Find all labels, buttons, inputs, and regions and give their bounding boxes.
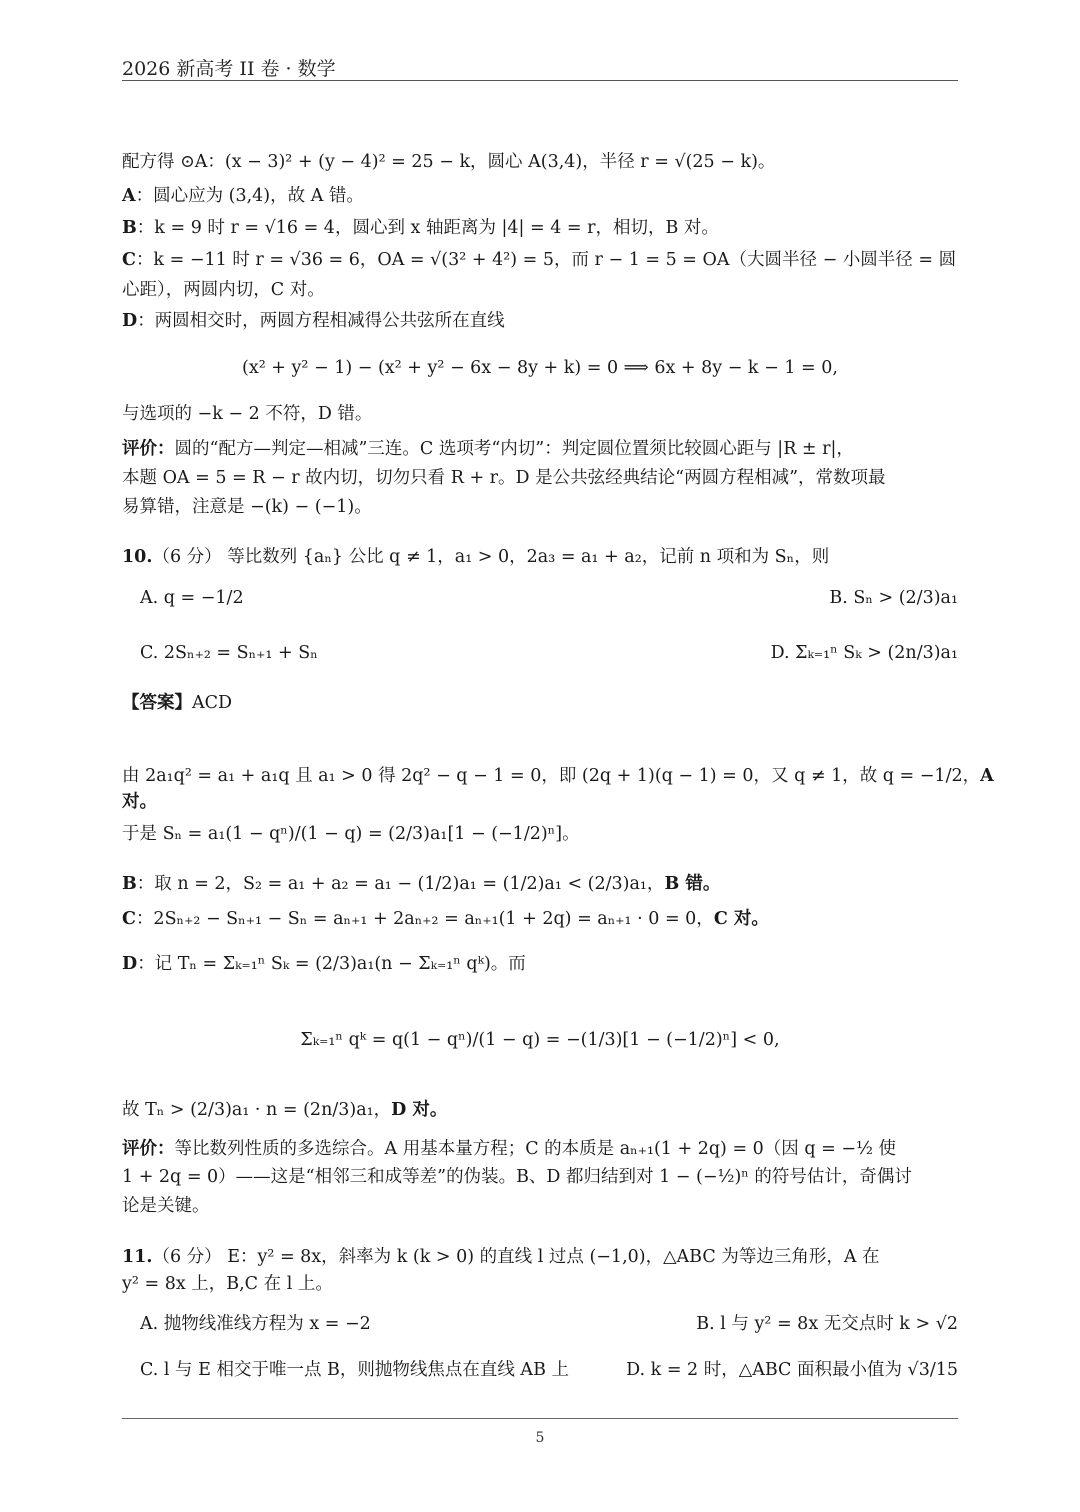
solution-line bbox=[122, 764, 994, 788]
option-a: A. 抛物线准线方程为 x = −2 bbox=[140, 1314, 371, 1334]
question-stem bbox=[122, 1245, 958, 1269]
verdict: B 错。 bbox=[664, 874, 721, 894]
solution-line bbox=[122, 907, 958, 931]
commentary-label: 评价： bbox=[122, 1139, 175, 1159]
commentary-line: 易算错，注意是 −(k) − (−1)。 bbox=[122, 497, 372, 517]
question-number: 10. bbox=[122, 547, 153, 567]
solution-line bbox=[122, 790, 958, 814]
option-a: A. q = −1/2 bbox=[140, 588, 244, 608]
option-b: B. Sₙ > (2/3)a₁ bbox=[829, 588, 958, 608]
option-c: C. l 与 E 相交于唯一点 B，则抛物线焦点在直线 AB 上 bbox=[140, 1360, 569, 1380]
solution-line bbox=[122, 184, 958, 208]
solution-line bbox=[122, 952, 958, 976]
commentary-label: 评价： bbox=[122, 439, 175, 459]
solution-text: ：k = −11 时 r = √36 = 6，OA = √(3² + 4²) = 5，而 r − 1 = 5 = OA（大圆半径 − 小圆半径 = 圆 bbox=[135, 250, 957, 270]
question-stem: y² = 8x 上，B,C 在 l 上。 bbox=[122, 1274, 333, 1294]
solution-text: 故 Tₙ > (2/3)a₁ · n = (2n/3)a₁， bbox=[122, 1100, 392, 1120]
option-label: D bbox=[122, 954, 138, 974]
solution-line bbox=[122, 309, 958, 333]
verdict: 对。 bbox=[122, 792, 157, 812]
option-label: B bbox=[122, 218, 137, 238]
solution-line bbox=[122, 216, 958, 240]
page-header: 2026 新高考 II 卷 · 数学 bbox=[122, 58, 336, 80]
display-equation: Σₖ₌₁ⁿ qᵏ = q(1 − qⁿ)/(1 − q) = −(1/3)[1 − (−1/2)ⁿ] < 0, bbox=[300, 1030, 780, 1050]
verdict: D 对。 bbox=[391, 1100, 448, 1120]
solution-text: 由 2a₁q² = a₁ + a₁q 且 a₁ > 0 得 2q² − q − 1 = 0，即 (2q + 1)(q − 1) = 0，又 q ≠ 1，故 q = −1/2， bbox=[122, 766, 981, 786]
option-label: C bbox=[122, 250, 136, 270]
header-divider bbox=[122, 80, 958, 81]
footer-divider bbox=[122, 1418, 958, 1419]
display-equation: (x² + y² − 1) − (x² + y² − 6x − 8y + k) = 0 ⟹ 6x + 8y − k − 1 = 0, bbox=[242, 358, 838, 378]
solution-text: ：记 Tₙ = Σₖ₌₁ⁿ Sₖ = (2/3)a₁(n − Σₖ₌₁ⁿ qᵏ)。而 bbox=[137, 954, 526, 974]
commentary-text: 等比数列性质的多选综合。A 用基本量方程；C 的本质是 aₙ₊₁(1 + 2q) = 0（因 q = −½ 使 bbox=[174, 1139, 897, 1159]
solution-text: ：取 n = 2，S₂ = a₁ + a₂ = a₁ − (1/2)a₁ = (1/2)a₁ < (2/3)a₁， bbox=[136, 874, 665, 894]
answer-value: ACD bbox=[192, 693, 233, 713]
question-text: （6 分） E：y² = 8x，斜率为 k (k > 0) 的直线 l 过点 (−1,0)，△ABC 为等边三角形，A 在 bbox=[152, 1247, 880, 1267]
option-d: D. k = 2 时，△ABC 面积最小值为 √3/15 bbox=[626, 1360, 958, 1380]
solution-text: ：k = 9 时 r = √16 = 4，圆心到 x 轴距离为 |4| = 4 = r，相切，B 对。 bbox=[136, 218, 719, 238]
commentary-line: 本题 OA = 5 = R − r 故内切，切勿只看 R + r。D 是公共弦经典结论“两圆方程相减”，常数项最 bbox=[122, 468, 886, 488]
solution-line bbox=[122, 872, 958, 896]
answer-label: 【答案】 bbox=[122, 693, 192, 713]
solution-line bbox=[122, 1098, 958, 1122]
solution-line bbox=[122, 248, 958, 272]
verdict: C 对。 bbox=[713, 909, 769, 929]
option-label: A bbox=[122, 186, 136, 206]
verdict: A bbox=[980, 766, 994, 786]
option-c: C. 2Sₙ₊₂ = Sₙ₊₁ + Sₙ bbox=[140, 643, 318, 663]
answer-line bbox=[122, 691, 958, 715]
solution-line: 心距），两圆内切，C 对。 bbox=[122, 280, 325, 300]
question-stem bbox=[122, 545, 958, 569]
question-number: 11. bbox=[122, 1247, 153, 1267]
question-text: （6 分） 等比数列 {aₙ} 公比 q ≠ 1，a₁ > 0，2a₃ = a₁ + a₂，记前 n 项和为 Sₙ，则 bbox=[152, 547, 830, 567]
solution-line: 配方得 ⊙A：(x − 3)² + (y − 4)² = 25 − k，圆心 A(3,4)，半径 r = √(25 − k)。 bbox=[122, 152, 776, 172]
commentary-text: 圆的“配方—判定—相减”三连。C 选项考“内切”：判定圆位置须比较圆心距与 |R ± r|， bbox=[174, 439, 854, 459]
option-d: D. Σₖ₌₁ⁿ Sₖ > (2n/3)a₁ bbox=[770, 643, 958, 663]
page-number: 5 bbox=[535, 1430, 545, 1446]
solution-text: ：两圆相交时，两圆方程相减得公共弦所在直线 bbox=[137, 311, 505, 331]
solution-text: ：2Sₙ₊₂ − Sₙ₊₁ − Sₙ = aₙ₊₁ + 2aₙ₊₂ = aₙ₊₁(1 + 2q) = aₙ₊₁ · 0 = 0， bbox=[135, 909, 714, 929]
commentary-line bbox=[122, 1137, 958, 1161]
commentary-line: 1 + 2q = 0）——这是“相邻三和成等差”的伪装。B、D 都归结到对 1 − (−½)ⁿ 的符号估计，奇偶讨 bbox=[122, 1167, 912, 1187]
solution-line: 与选项的 −k − 2 不符，D 错。 bbox=[122, 404, 373, 424]
solution-text: ：圆心应为 (3,4)，故 A 错。 bbox=[135, 186, 364, 206]
solution-line: 于是 Sₙ = a₁(1 − qⁿ)/(1 − q) = (2/3)a₁[1 − (−1/2)ⁿ]。 bbox=[122, 824, 580, 844]
commentary-line: 论是关键。 bbox=[122, 1196, 210, 1216]
option-b: B. l 与 y² = 8x 无交点时 k > √2 bbox=[696, 1314, 958, 1334]
option-label: C bbox=[122, 909, 136, 929]
commentary-line bbox=[122, 437, 958, 461]
option-label: B bbox=[122, 874, 137, 894]
option-label: D bbox=[122, 311, 138, 331]
